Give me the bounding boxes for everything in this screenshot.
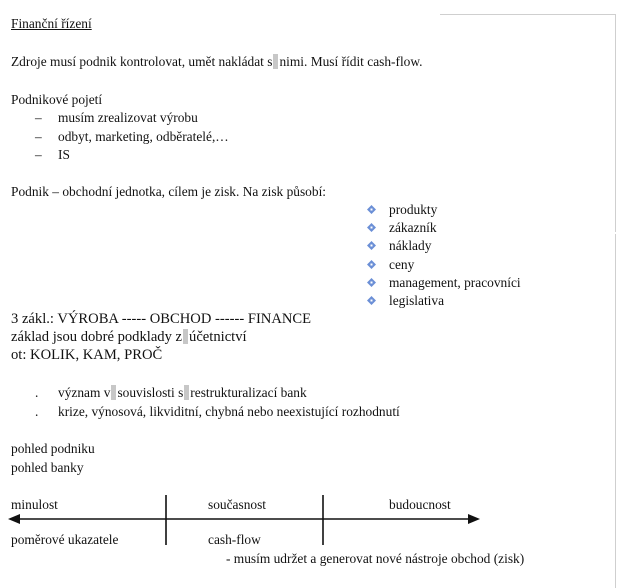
timeline-label-cashflow: cash-flow [208,532,261,547]
list-item: IS [58,147,70,162]
zaklad-line: základ jsou dobré podklady z účetnictví [11,329,247,345]
timeline-label-budoucnost: budoucnost [389,497,451,512]
pohled-podniku: pohled podniku [11,441,95,456]
list-item: náklady [389,238,432,253]
list-dot: . [35,385,39,400]
document-heading: Finanční řízení [11,16,92,31]
timeline-label-minulost: minulost [11,497,58,512]
timeline-label-soucasnost: současnost [208,497,267,512]
list-item: odbyt, marketing, odběratelé,… [58,129,229,144]
list-item: musím zrealizovat výrobu [58,110,198,125]
pohled-banky: pohled banky [11,460,84,475]
paragraph-zdroje: Zdroje musí podnik kontrolovat, umět nakládat s nimi. Musí řídit cash-flow. [11,54,423,69]
list-item: ceny [389,257,415,272]
krize-line: krize, výnosová, likviditní, chybná nebo neexistující rozhodnutí [58,404,400,419]
podnik-line: Podnik – obchodní jednotka, cílem je zisk. Na zisk působí: [11,184,327,199]
list-dash: – [35,147,42,162]
ot-line: ot: KOLIK, KAM, PROČ [11,347,163,363]
zakl-line: 3 zákl.: VÝROBA ----- OBCHOD ------ FINANCE [11,311,312,327]
list-dash: – [35,129,42,144]
list-item: zákazník [389,220,437,235]
list-dash: – [35,110,42,125]
timeline-note: - musím udržet a generovat nové nástroje obchod (zisk) [226,551,525,566]
list-item: produkty [389,202,438,217]
pojeti-title: Podnikové pojetí [11,92,103,107]
list-item: management, pracovníci [389,275,521,290]
vyznam-line: význam v souvislosti s restrukturalizací bank [58,385,307,400]
double-arrow-icon [8,514,480,524]
list-dot: . [35,404,39,419]
list-item: legislativa [389,293,445,308]
timeline-label-pomerove: poměrové ukazatele [11,532,119,547]
